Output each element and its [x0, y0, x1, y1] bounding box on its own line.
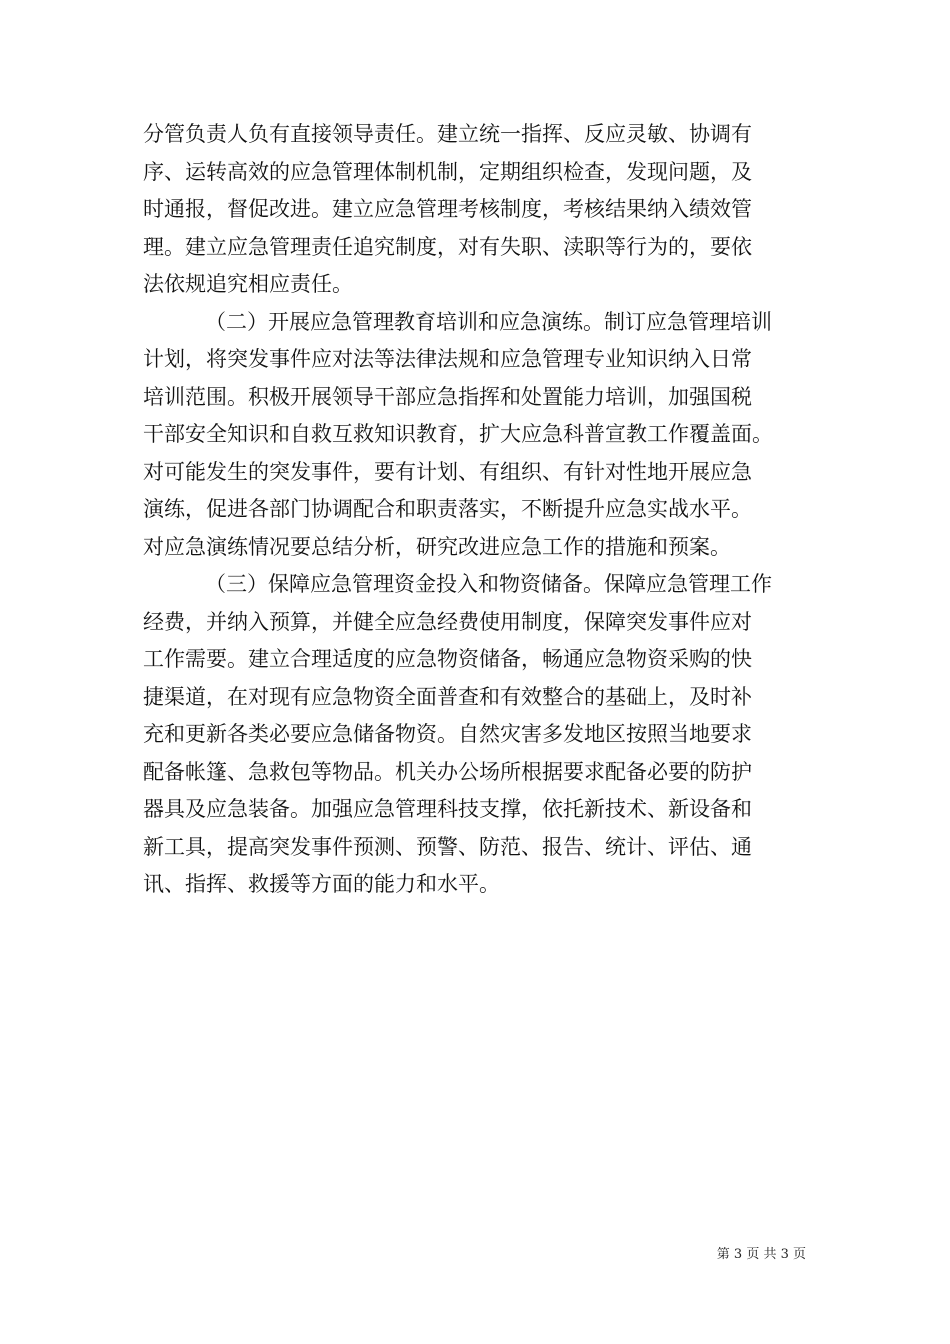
text-line: 对可能发生的突发事件，要有计划、有组织、有针对性地开展应急	[143, 459, 752, 484]
text-line: 分管负责人负有直接领导责任。建立统一指挥、反应灵敏、协调有	[143, 122, 752, 146]
document-body	[143, 116, 823, 904]
text-line: 充和更新各类必要应急储备物资。自然灾害多发地区按照当地要求	[143, 722, 752, 746]
paragraph-training-drills	[143, 304, 823, 567]
text-line: 法依规追究相应责任。	[143, 272, 353, 296]
text-line: 新工具，提高突发事件预测、预警、防范、报告、统计、评估、通	[143, 834, 752, 859]
text-line: 时通报，督促改进。建立应急管理考核制度，考核结果纳入绩效管	[143, 197, 752, 221]
text-line: 培训范围。积极开展领导干部应急指挥和处置能力培训，加强国税	[143, 384, 752, 409]
text-line: 器具及应急装备。加强应急管理科技支撑，依托新技术、新设备和	[143, 797, 752, 821]
text-line: 序、运转高效的应急管理体制机制，定期组织检查，发现问题，及	[143, 159, 752, 184]
text-line: 工作需要。建立合理适度的应急物资储备，畅通应急物资采购的快	[143, 647, 752, 671]
text-line: 经费，并纳入预算，并健全应急经费使用制度，保障突发事件应对	[143, 609, 752, 634]
text-line: 演练，促进各部门协调配合和职责落实，不断提升应急实战水平。	[143, 497, 752, 521]
text-line: （二）开展应急管理教育培训和应急演练。制订应急管理培训	[205, 309, 772, 334]
text-line: 理。建立应急管理责任追究制度，对有失职、渎职等行为的，要依	[143, 234, 752, 259]
paragraph-responsibility	[143, 116, 823, 304]
text-line: 对应急演练情况要总结分析，研究改进应急工作的措施和预案。	[143, 534, 731, 559]
page-number-footer: 第 3 页 共 3 页	[716, 1247, 806, 1262]
paragraph-funding-reserves	[143, 566, 823, 904]
text-line: 计划，将突发事件应对法等法律法规和应急管理专业知识纳入日常	[143, 347, 752, 371]
text-line: 捷渠道，在对现有应急物资全面普查和有效整合的基础上，及时补	[143, 684, 752, 709]
text-line: 讯、指挥、救援等方面的能力和水平。	[143, 872, 500, 896]
text-line: 配备帐篷、急救包等物品。机关办公场所根据要求配备必要的防护	[143, 759, 752, 784]
text-line: 干部安全知识和自救互救知识教育，扩大应急科普宣教工作覆盖面。	[143, 422, 773, 446]
text-line: （三）保障应急管理资金投入和物资储备。保障应急管理工作	[205, 572, 772, 596]
